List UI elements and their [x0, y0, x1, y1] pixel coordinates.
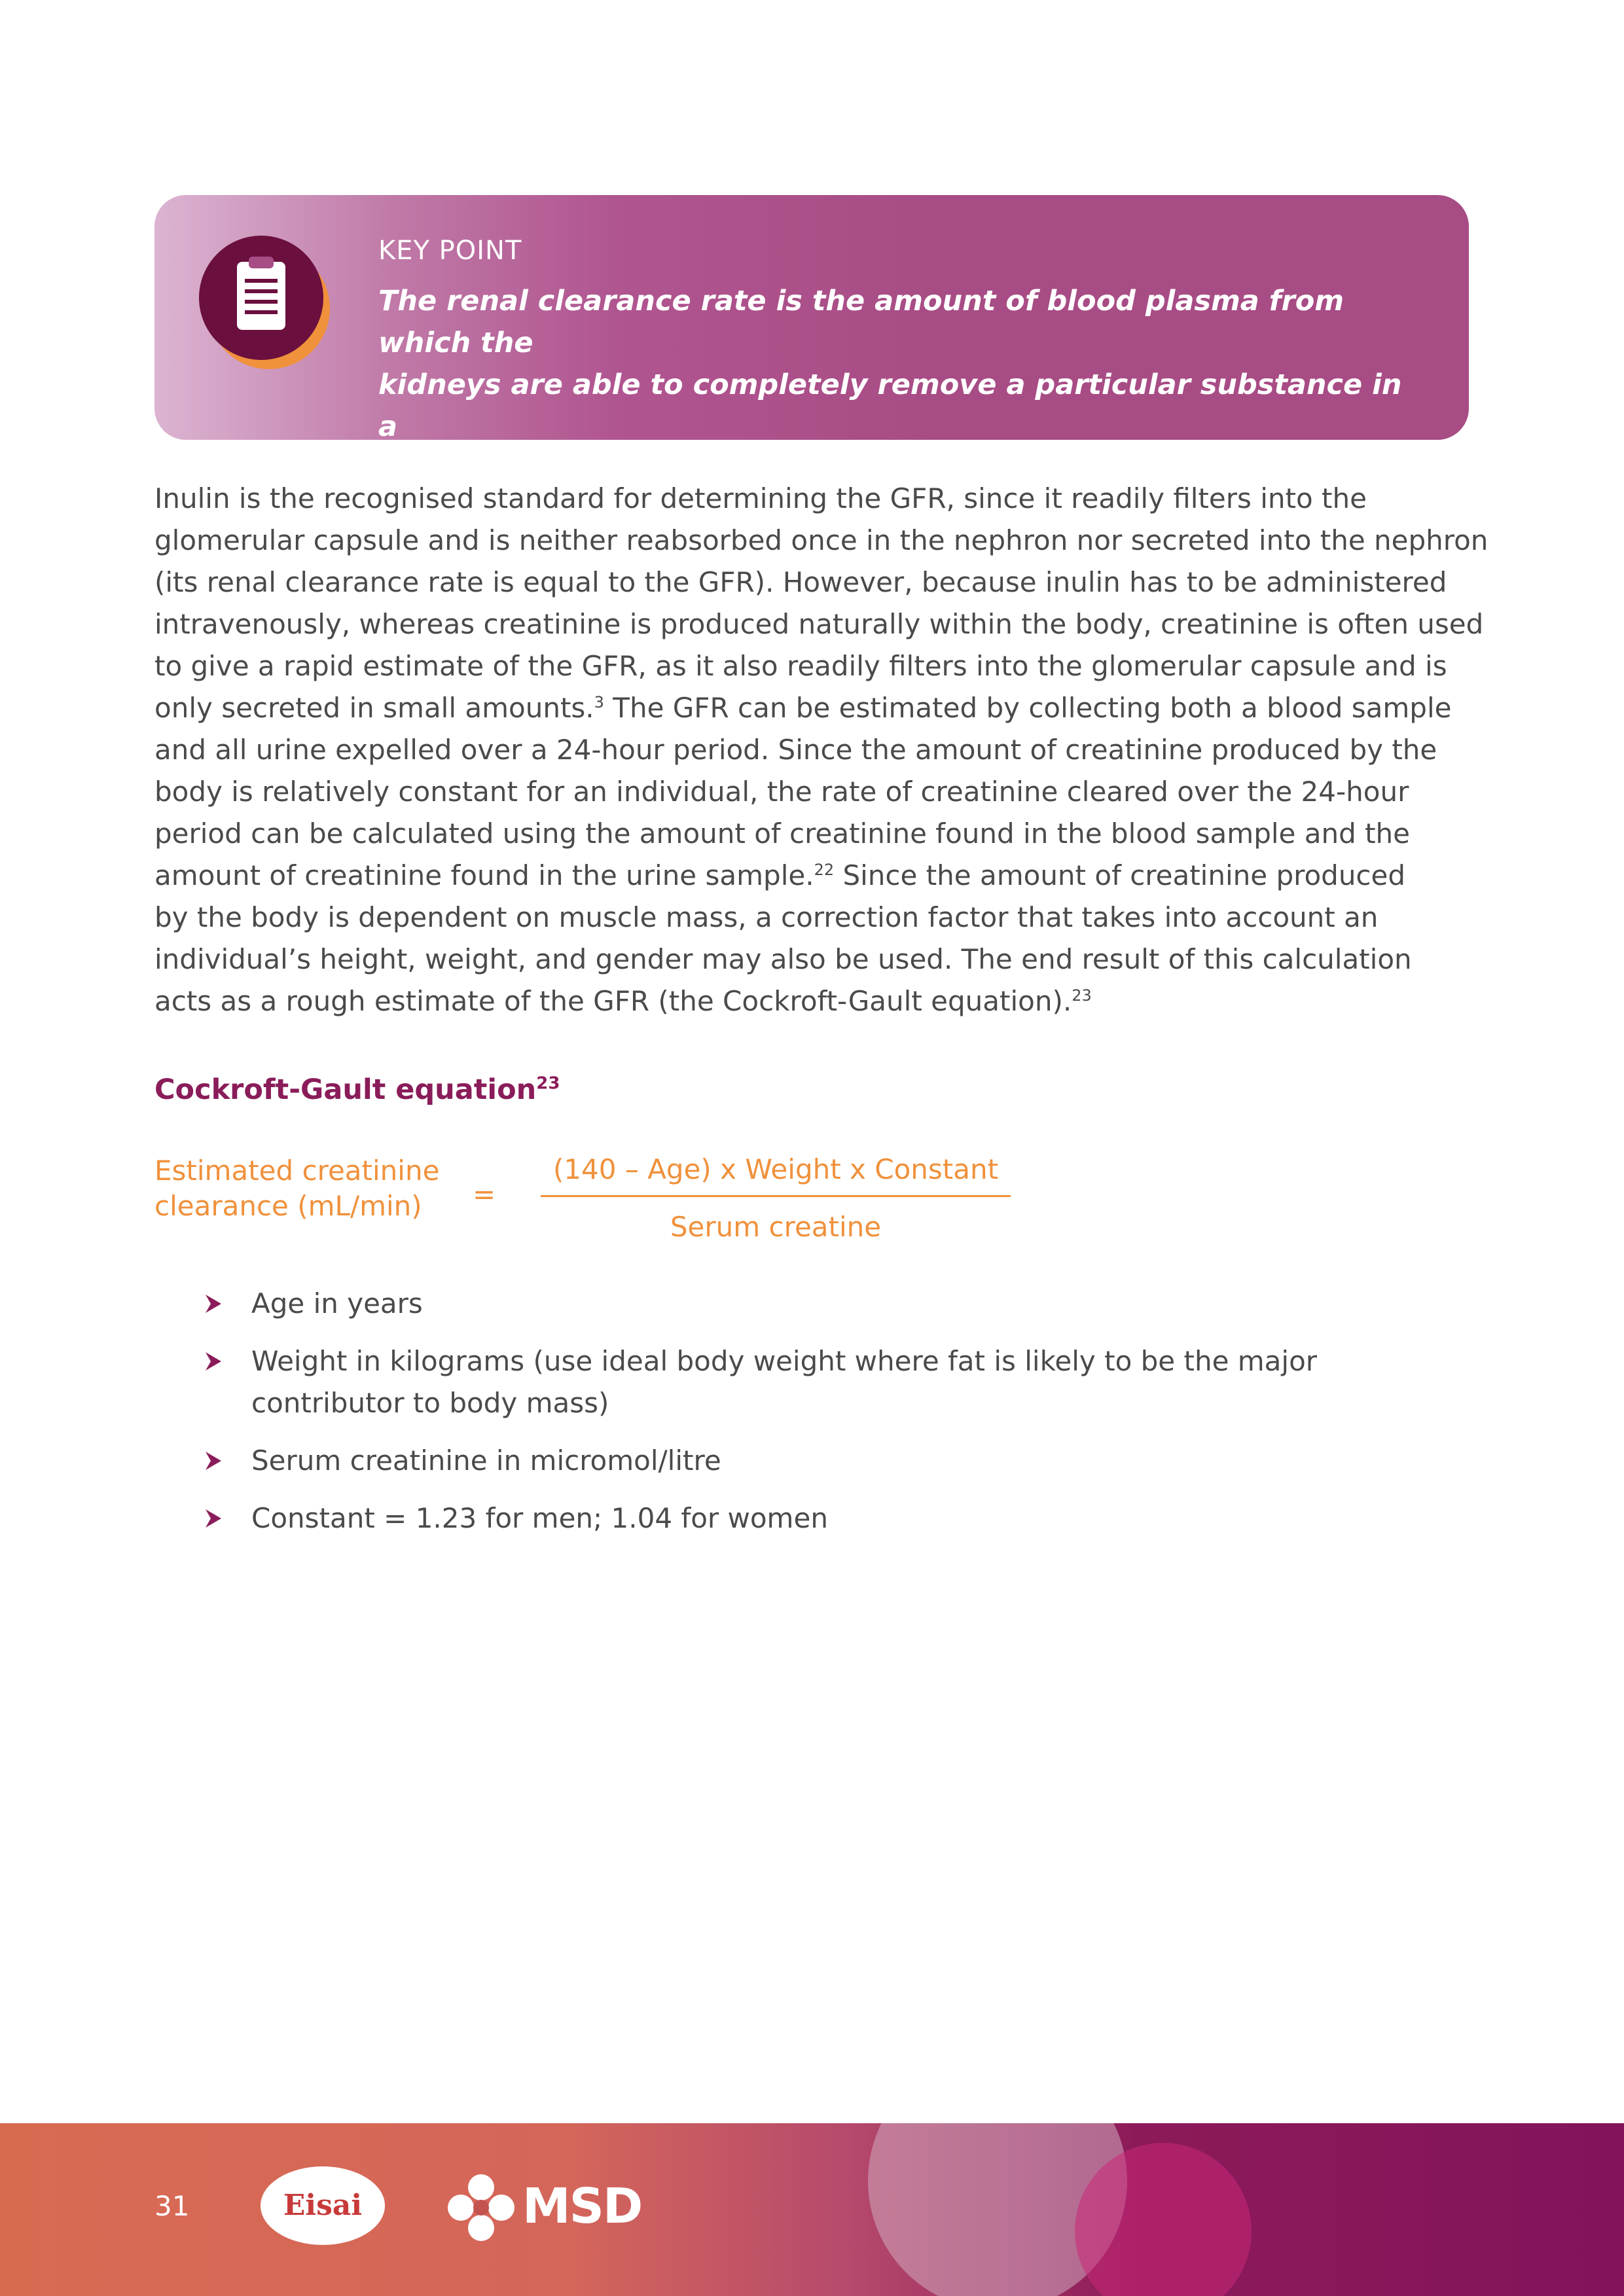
key-point-text: The renal clearance rate is the amount of blood plasma from which the kidneys are able to completely remove a particular substance in a given time, usually 1 minute.$^3$: [378, 285, 1402, 492]
equation-left-side: Estimated creatinine clearance (mL/min): [154, 1155, 440, 1222]
key-point-icon: [199, 236, 327, 364]
chevron-right-icon: [204, 1351, 223, 1372]
ref-3: 3: [594, 693, 604, 711]
list-item: Weight in kilograms (use ideal body weight where fat is likely to be the major contributor to body mass): [203, 1340, 1447, 1424]
variable-list: [203, 1283, 1447, 1555]
key-point-label: KEY POINT: [378, 236, 522, 266]
equation-numerator: (140 – Age) x Weight x Constant: [552, 1153, 999, 1185]
chevron-right-icon: [204, 1508, 223, 1529]
list-item: Constant = 1.23 for men; 1.04 for women: [203, 1498, 1447, 1539]
equation-denominator: Serum creatine: [670, 1211, 882, 1243]
clipboard-icon: [199, 236, 323, 360]
ref-22: 22: [814, 861, 835, 879]
ref-23: 23: [1072, 986, 1092, 1005]
chevron-right-icon: [204, 1293, 223, 1314]
page-footer: [0, 2123, 1624, 2296]
list-item: Age in years: [203, 1283, 1447, 1325]
page-number: 31: [154, 2190, 190, 2222]
list-item: Serum creatinine in micromol/litre: [203, 1440, 1447, 1482]
body-paragraph: Inulin is the recognised standard for determining the GFR, since it readily filters into the glomerular capsule and is neither reabsorbed once in the nephron nor secreted into the nephron (its renal clearance rate is equal to the GFR). However, because inulin has to be administered intravenously, whereas creatinine is produced naturally within the body, creatinine is often used to give a rapid estimate of the GFR, as it also readily filters into the glomerular capsule and is only secreted in small amounts.$^3$ The GFR can be estimated by collecting both a blood sample and all urine expelled over a 24-hour period. Since the amount of creatinine produced by the body is relatively constant for an individual, the rate of creatinine cleared over the 24-hour period can be calculated using the amount of creatinine found in the blood sample and the amount of creatinine found in the urine sample.$^{22}$ Since the amount of creatinine produced by the body is dependent on muscle mass, a correction factor that takes into account an individual’s height, weight, and gender may also be used. The end result of this calculation acts as a rough estimate of the GFR (the Cockroft-Gault equation).$^{23}$: [154, 482, 1489, 1017]
msd-logo-icon: [446, 2173, 516, 2242]
fraction-bar: [541, 1195, 1011, 1197]
msd-logo-text: MSD: [522, 2178, 642, 2234]
chevron-right-icon: [204, 1450, 223, 1471]
key-point-ref: 3: [842, 459, 854, 478]
equation-equals: =: [473, 1178, 496, 1210]
equation-heading: Cockroft-Gault equation$^{23}$: [154, 1073, 560, 1106]
eisai-logo: Eisai: [261, 2166, 385, 2245]
